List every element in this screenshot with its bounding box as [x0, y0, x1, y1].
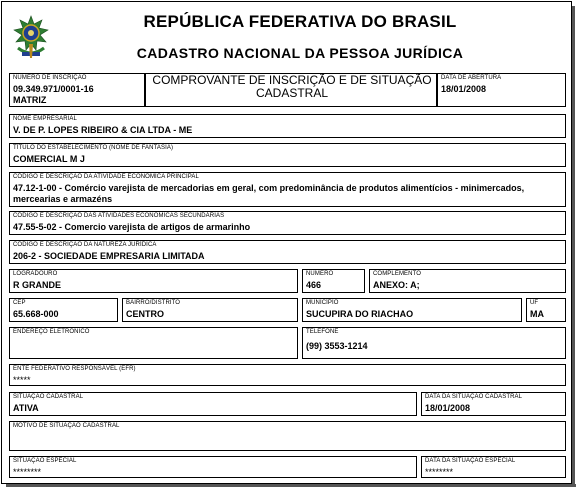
fantasia-value: COMERCIAL M J [13, 154, 85, 164]
numero-label: NÚMERO [306, 271, 334, 277]
data-situacao-box [421, 392, 566, 416]
situacao-especial-value: ******** [13, 467, 42, 477]
atividade-principal-box [9, 172, 566, 207]
cep-value: 65.668-000 [13, 309, 59, 319]
situacao-label: SITUAÇÃO CADASTRAL [13, 394, 84, 400]
inscricao-type: MATRIZ [13, 95, 47, 105]
cep-label: CEP [13, 300, 26, 306]
abertura-box [437, 73, 566, 107]
comprovante-title: COMPROVANTE DE INSCRIÇÃO E DE SITUAÇÃO CADASTRAL [152, 73, 432, 100]
complemento-value: ANEXO: A; [373, 280, 420, 290]
situacao-box [9, 392, 417, 416]
telefone-label: TELEFONE [306, 329, 339, 335]
abertura-label: DATA DE ABERTURA [441, 75, 502, 81]
natureza-juridica-value: 206-2 - SOCIEDADE EMPRESARIA LIMITADA [13, 251, 205, 261]
data-situacao-especial-box [421, 456, 566, 478]
data-situacao-label: DATA DA SITUAÇÃO CADASTRAL [425, 394, 523, 400]
efr-label: ENTE FEDERATIVO RESPONSÁVEL (EFR) [13, 366, 136, 372]
cep-box [9, 298, 118, 322]
municipio-value: SUCUPIRA DO RIACHAO [306, 309, 414, 319]
atividades-secundarias-value: 47.55-5-02 - Comercio varejista de artigos de armarinho [13, 222, 251, 232]
logradouro-box [9, 269, 298, 293]
telefone-box [302, 327, 566, 359]
inscricao-label: NÚMERO DE INSCRIÇÃO [13, 75, 87, 81]
brazil-coat-of-arms-icon [12, 14, 50, 60]
atividades-secundarias-box [9, 211, 566, 235]
efr-value: ***** [13, 375, 31, 385]
atividade-principal-value: 47.12-1-00 - Comércio varejista de mercadorias em geral, com predominância de produtos alimentícios - minimercados, mercearias e armazéns [13, 183, 525, 204]
situacao-especial-label: SITUAÇÃO ESPECIAL [13, 458, 77, 464]
uf-box [526, 298, 566, 322]
atividades-secundarias-label: CÓDIGO E DESCRIÇÃO DAS ATIVIDADES ECONÔMICAS SECUNDÁRIAS [13, 213, 225, 219]
situacao-especial-box [9, 456, 417, 478]
data-situacao-value: 18/01/2008 [425, 403, 471, 413]
municipio-label: MUNICÍPIO [306, 300, 339, 306]
email-box [9, 327, 298, 359]
data-situacao-especial-value: ******** [425, 467, 454, 477]
fantasia-box [9, 143, 566, 167]
efr-box [9, 364, 566, 386]
logradouro-label: LOGRADOURO [13, 271, 58, 277]
bairro-label: BAIRRO/DISTRITO [126, 300, 181, 306]
motivo-box [9, 421, 566, 451]
nome-empresarial-box [9, 114, 566, 138]
natureza-juridica-label: CÓDIGO E DESCRIÇÃO DA NATUREZA JURÍDICA [13, 242, 157, 248]
telefone-value: (99) 3553-1214 [306, 341, 368, 351]
email-label: ENDEREÇO ELETRÔNICO [13, 329, 90, 335]
motivo-label: MOTIVO DE SITUAÇÃO CADASTRAL [13, 423, 120, 429]
complemento-label: COMPLEMENTO [373, 271, 421, 277]
page-title: REPÚBLICA FEDERATIVA DO BRASIL [143, 12, 457, 31]
natureza-juridica-box [9, 240, 566, 264]
data-situacao-especial-label: DATA DA SITUAÇÃO ESPECIAL [425, 458, 516, 464]
bairro-value: CENTRO [126, 309, 164, 319]
inscricao-value: 09.349.971/0001-16 [13, 84, 94, 94]
situacao-value: ATIVA [13, 403, 39, 413]
numero-value: 466 [306, 280, 322, 290]
nome-empresarial-value: V. DE P. LOPES RIBEIRO & CIA LTDA - ME [13, 125, 193, 135]
municipio-box [302, 298, 522, 322]
page-subtitle: CADASTRO NACIONAL DA PESSOA JURÍDICA [136, 45, 464, 61]
logradouro-value: R GRANDE [13, 280, 62, 290]
atividade-principal-label: CÓDIGO E DESCRIÇÃO DA ATIVIDADE ECONÔMICA PRINCIPAL [13, 174, 199, 180]
fantasia-label: TÍTULO DO ESTABELECIMENTO (NOME DE FANTASIA) [13, 145, 174, 151]
uf-label: UF [530, 300, 539, 306]
nome-empresarial-label: NOME EMPRESARIAL [13, 116, 77, 122]
bairro-box [122, 298, 298, 322]
abertura-value: 18/01/2008 [441, 84, 487, 94]
uf-value: MA [530, 309, 544, 319]
complemento-box [369, 269, 566, 293]
inscricao-box [9, 73, 145, 107]
numero-box [302, 269, 365, 293]
